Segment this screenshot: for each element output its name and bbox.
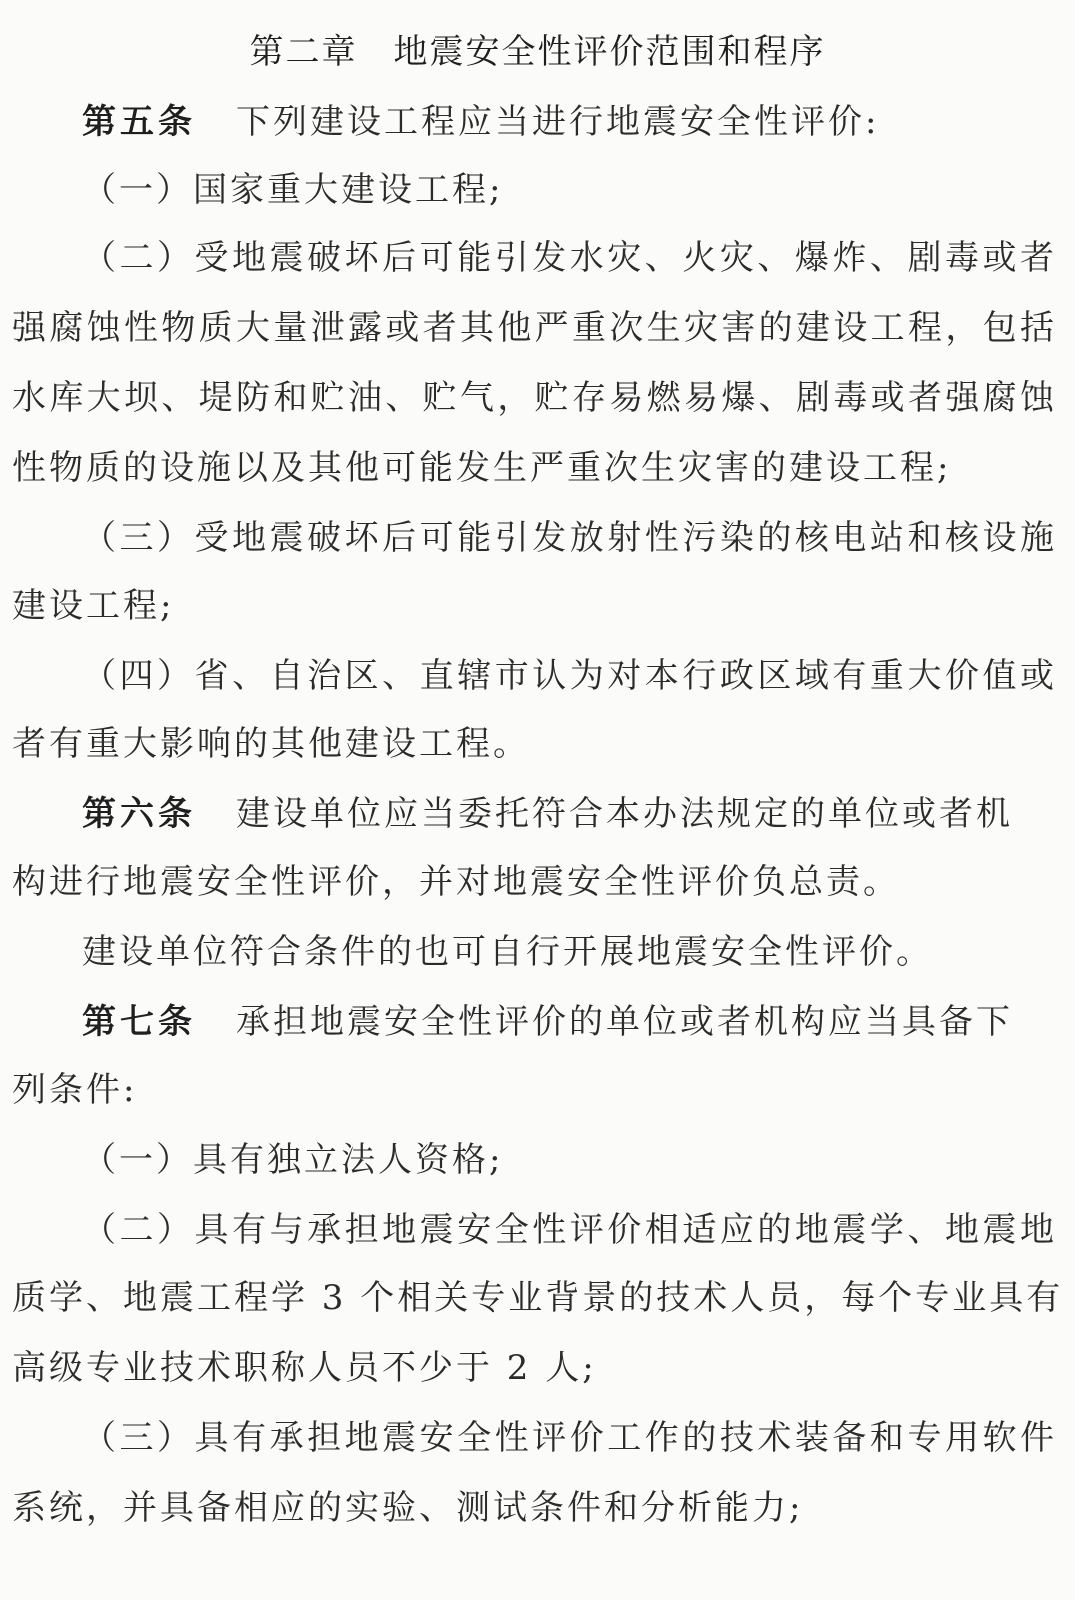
article6-heading: 第六条 [82,794,196,834]
article5-item3-line1: （三）受地震破坏后可能引发放射性污染的核电站和核设施 [82,518,1057,558]
article7-item1: （一）具有独立法人资格; [82,1140,504,1180]
article5-item2-line2: 强腐蚀性物质大量泄露或者其他严重次生灾害的建设工程，包括 [12,308,1057,348]
article6-line1 [82,792,1057,836]
article7-item2-line3: 高级专业技术职称人员不少于 2 人; [12,1348,597,1388]
article7-item2-line2: 质学、地震工程学 3 个相关专业背景的技术人员，每个专业具有 [12,1278,1064,1318]
article5-heading: 第五条 [82,102,196,142]
article7-heading: 第七条 [82,1002,196,1042]
article7-item3-line2: 系统，并具备相应的实验、测试条件和分析能力; [12,1488,804,1528]
article5-item2-line1: （二）受地震破坏后可能引发水灾、火灾、爆炸、剧毒或者 [82,238,1057,278]
article5-intro: 下列建设工程应当进行地震安全性评价: [236,102,880,142]
article7-line1 [82,1000,1057,1044]
article5-item1: （一）国家重大建设工程; [82,170,504,210]
article5-item2-line3: 水库大坝、堤防和贮油、贮气，贮存易燃易爆、剧毒或者强腐蚀 [12,378,1057,418]
article6-line2: 构进行地震安全性评价，并对地震安全性评价负总责。 [12,862,900,902]
article7-item3-line1: （三）具有承担地震安全性评价工作的技术装备和专用软件 [82,1418,1057,1458]
article7-line2: 列条件: [12,1070,138,1110]
article7-item2-line1: （二）具有与承担地震安全性评价相适应的地震学、地震地 [82,1210,1057,1250]
article5-item4-line2: 者有重大影响的其他建设工程。 [12,724,530,764]
article5-intro-line [82,100,1057,144]
article5-item4-line1: （四）省、自治区、直辖市认为对本行政区域有重大价值或 [82,656,1057,696]
chapter-title: 第二章 地震安全性评价范围和程序 [249,32,826,72]
article5-item3-line2: 建设工程; [12,586,175,626]
article5-item2-line4: 性物质的设施以及其他可能发生严重次生灾害的建设工程; [12,448,952,488]
article6-text: 建设单位应当委托符合本办法规定的单位或者机 [236,794,1013,834]
article6-para2: 建设单位符合条件的也可自行开展地震安全性评价。 [82,932,933,972]
article7-text: 承担地震安全性评价的单位或者机构应当具备下 [236,1002,1013,1042]
